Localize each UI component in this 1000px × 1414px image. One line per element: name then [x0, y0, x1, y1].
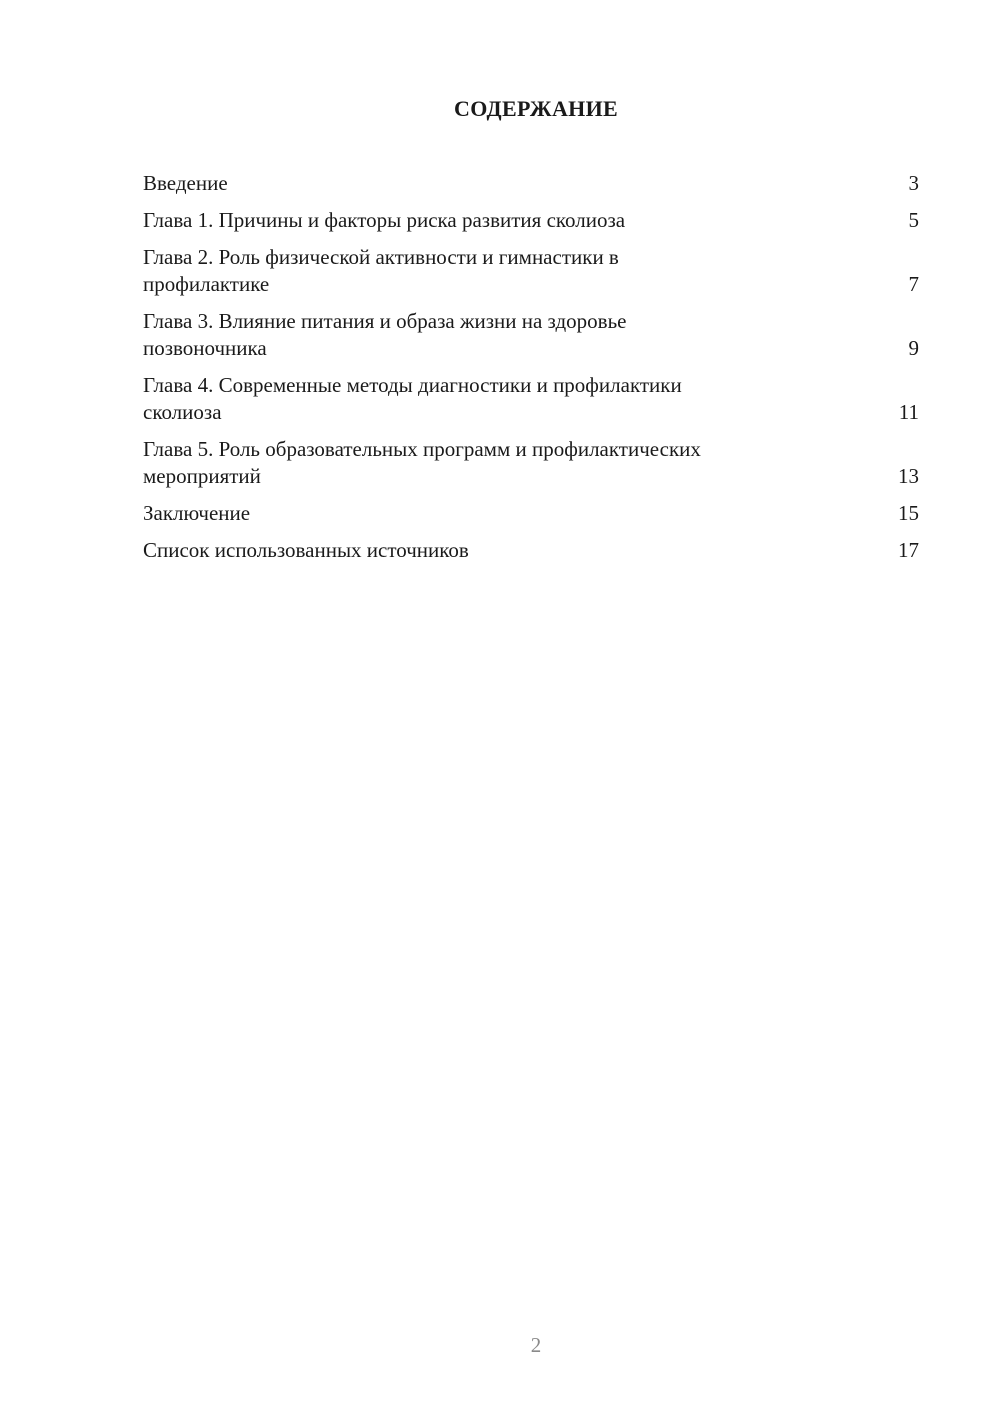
toc-entry-line-2: позвоночника — [143, 336, 267, 360]
toc-entry — [143, 500, 919, 527]
toc-entry — [143, 372, 919, 426]
toc-entry-page: 7 — [908, 272, 919, 296]
toc-entry-label — [143, 436, 701, 490]
toc-entry-label — [143, 308, 626, 362]
toc-entry-line-1: Глава 2. Роль физической активности и гимнастики в — [143, 245, 619, 269]
toc-entry-page: 5 — [908, 208, 919, 232]
toc-entry-label — [143, 207, 625, 234]
toc-entry-line-1: Список использованных источников — [143, 538, 469, 562]
toc-entry — [143, 207, 919, 234]
toc-entry-page: 17 — [898, 538, 919, 562]
page-title: СОДЕРЖАНИЕ — [454, 96, 618, 121]
table-of-contents — [143, 170, 919, 574]
toc-entry-page: 11 — [898, 400, 919, 424]
toc-entry-line-1: Глава 3. Влияние питания и образа жизни на здоровье — [143, 309, 627, 333]
toc-entry-line-1: Введение — [143, 171, 228, 195]
toc-entry-label — [143, 500, 250, 527]
page-number: 2 — [530, 1333, 542, 1357]
toc-entry-label — [143, 537, 469, 564]
toc-entry-line-1: Глава 5. Роль образовательных программ и профилактических — [143, 437, 701, 461]
toc-entry-line-1: Глава 4. Современные методы диагностики и профилактики — [143, 373, 682, 397]
toc-entry-label — [143, 372, 682, 426]
toc-entry-line-2: мероприятий — [143, 464, 261, 488]
toc-entry — [143, 244, 919, 298]
toc-entry-label — [143, 244, 619, 298]
toc-entry-line-2: профилактике — [143, 272, 270, 296]
toc-entry-line-1: Глава 1. Причины и факторы риска развития сколиоза — [143, 208, 626, 232]
toc-entry-page: 9 — [908, 336, 919, 360]
toc-entry-page: 13 — [898, 464, 919, 488]
toc-entry — [143, 537, 919, 564]
toc-entry — [143, 170, 919, 197]
toc-entry-page: 15 — [898, 501, 919, 525]
toc-entry — [143, 436, 919, 490]
toc-entry-label — [143, 170, 228, 197]
toc-entry — [143, 308, 919, 362]
toc-entry-page: 3 — [908, 171, 919, 195]
toc-entry-line-1: Заключение — [143, 501, 251, 525]
toc-entry-line-2: сколиоза — [143, 400, 222, 424]
